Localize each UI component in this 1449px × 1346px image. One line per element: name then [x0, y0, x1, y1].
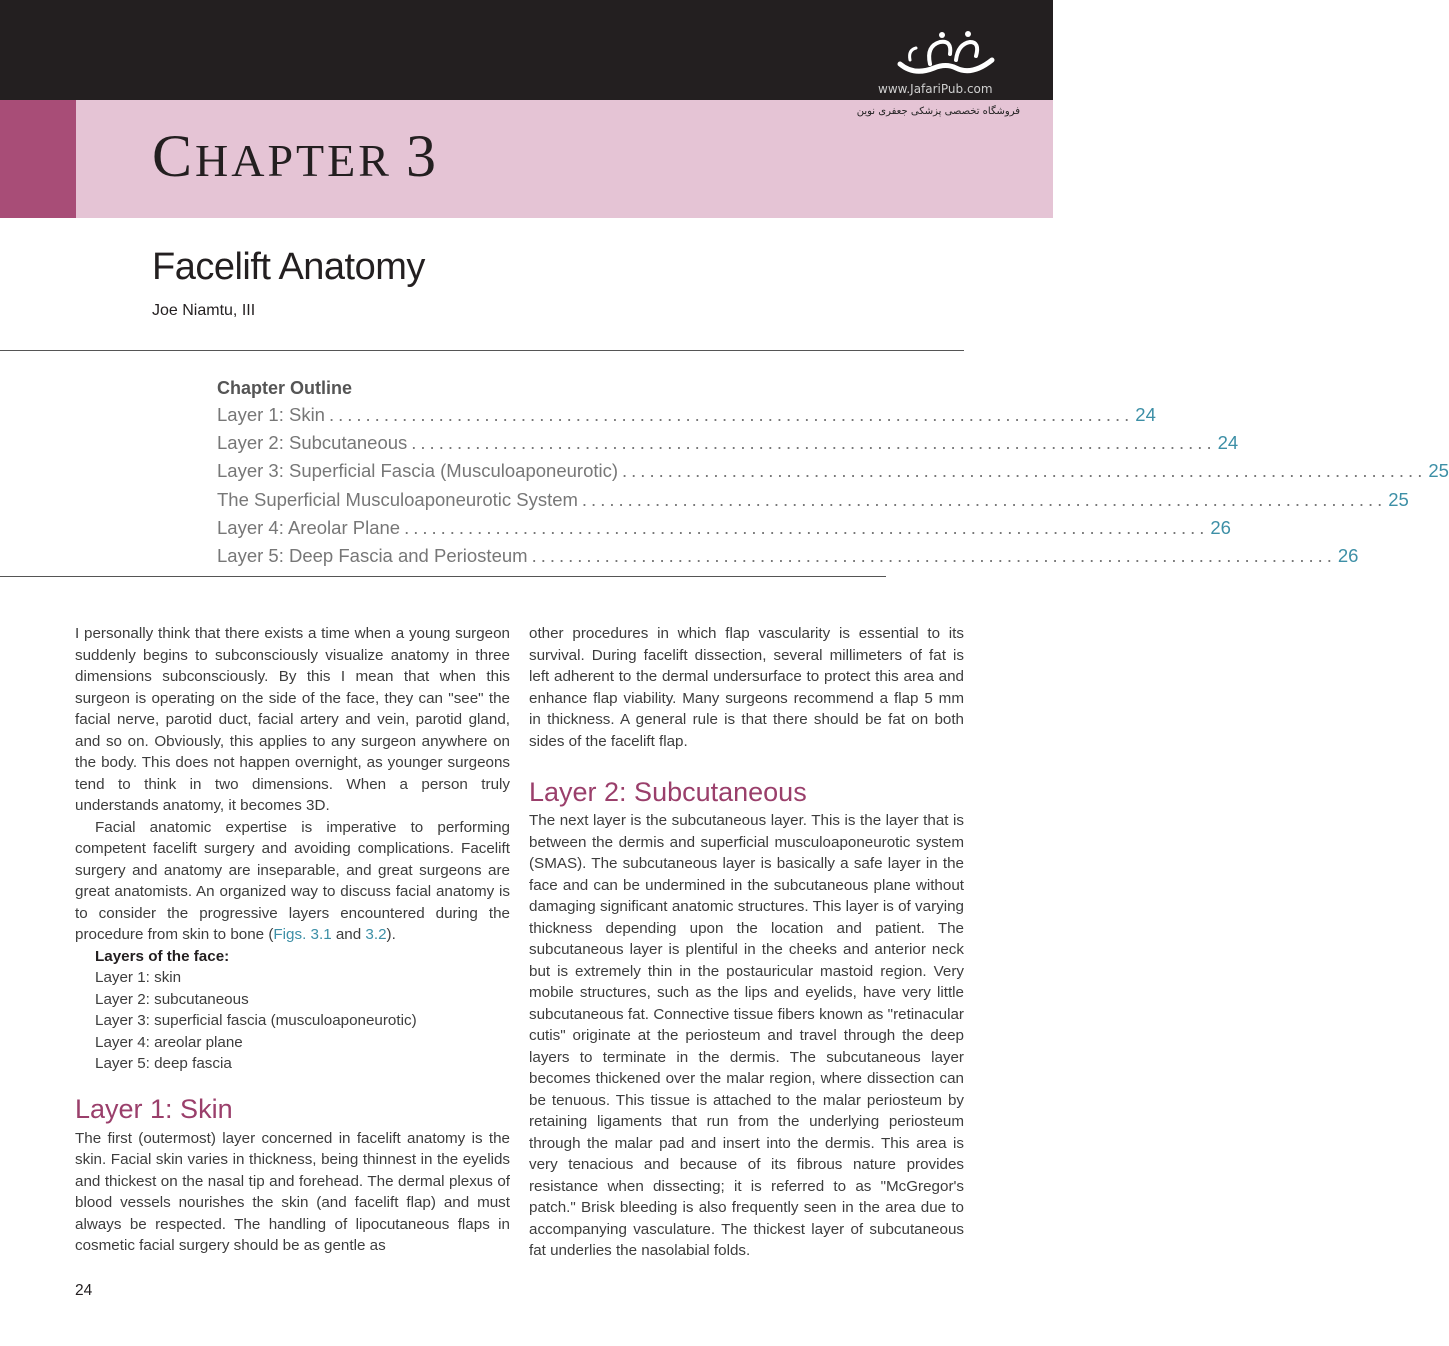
layer-list-item: Layer 5: deep fascia	[95, 1055, 232, 1072]
chapter-outline	[217, 376, 1449, 573]
paragraph-end: ).	[386, 926, 396, 943]
toc-item-title: Layer 3: Superficial Fascia (Musculoaponeurotic)	[217, 460, 619, 482]
toc-item-title: Layer 1: Skin	[217, 404, 325, 425]
divider-top	[0, 350, 964, 351]
toc-leader: ........................................................................................	[581, 488, 1387, 510]
toc-item-title: Layer 2: Subcutaneous	[217, 432, 408, 454]
chapter-title: Facelift Anatomy	[152, 246, 425, 288]
section-2-paragraph: The next layer is the subcutaneous layer. This is the layer that is between the dermis and superficial musculoaponeurotic system (SMAS). The subcutaneous layer is basically a safe layer in the face and can be undermined in the subcutaneous plane without damaging significant anatomic structures. This layer is of varying thickness depending upon the location and patient. The subcutaneous layer is plentiful in the cheeks and anterior neck but is extremely thin in the postauricular mastoid region. Very mobile structures, such as the lips and eyelids, have very little subcutaneous fat. Connective tissue fibers known as "retinacular cutis" originate at the periosteum and travel through the deep layers to terminate in the dermis. The subcutaneous layer becomes thickened over the malar region, where dissection can be tenuous. This tissue is attached to the malar periosteum by retaining ligaments that run from the underlying periosteum through the malar pad and insert into the dermis. This area is very tenacious and because of its fibrous nature provides resistance when dissecting; it is referred to as "McGregor's patch." Brisk bleeding is also frequently seen in the area due to accompanying vasculature. The thickest layer of subcutaneous fat underlies the nasolabial folds.	[529, 812, 964, 1259]
conjunction: and	[331, 926, 366, 943]
chapter-label	[152, 123, 439, 189]
figure-link-3-1[interactable]: Figs. 3.1	[273, 926, 332, 943]
section-1-paragraph: The first (outermost) layer concerned in facelift anatomy is the skin. Facial skin varies in thickness, being thinnest in the eyelids and thickest on the nasal tip and forehead. The dermal plexus of blood vessels nourishes the skin (and facelift flap) and must always be respected. The handling of lipocutaneous flaps in cosmetic facial surgery should be as gentle as	[75, 1129, 510, 1254]
intro-paragraph: I personally think that there exists a time when a young surgeon suddenly begins to subconsciously visualize anatomy in three dimensions subconsciously. By this I mean that when this surgeon is operating on the side of the face, they can "see" the facial nerve, parotid duct, facial artery and vein, parotid gland, and so on. Obviously, this applies to any surgeon anywhere on the body. This does not happen overnight, as younger surgeons tend to think in two dimensions. When a person truly understands anatomy, it becomes 3D.	[75, 625, 510, 814]
toc-item[interactable]	[217, 488, 1409, 517]
section-heading-layer-2: Layer 2: Subcutaneous	[529, 777, 807, 807]
continued-paragraph: other procedures in which flap vascularity is essential to its survival. During facelift dissection, several millimeters of fat is left adherent to the dermal undersurface to protect this area and enhance flap viability. Many surgeons recommend a flap 5 mm in thickness. A general rule is that there should be fat on both sides of the facelift flap.	[529, 625, 964, 750]
layer-list-item: Layer 4: areolar plane	[95, 1033, 243, 1051]
chapter-word-rest: HAPTER	[195, 135, 392, 186]
chapter-number: 3	[405, 123, 439, 189]
section-heading-layer-1: Layer 1: Skin	[75, 1093, 233, 1124]
toc-item-page[interactable]: 24	[1135, 404, 1156, 425]
calligraphy-logo-icon	[896, 30, 996, 82]
right-column	[529, 623, 964, 1262]
toc-item[interactable]	[217, 404, 1156, 432]
toc-item-page[interactable]: 25	[1428, 460, 1449, 482]
toc-item-page[interactable]: 26	[1210, 516, 1231, 538]
chapter-band-accent	[0, 100, 76, 218]
outline-heading: Chapter Outline	[217, 378, 353, 398]
toc-leader: ........................................................................................	[531, 544, 1336, 566]
page-number: 24	[75, 1282, 93, 1299]
toc-leader: ........................................................................................	[404, 516, 1209, 538]
second-paragraph	[75, 817, 510, 946]
layers-heading: Layers of the face:	[95, 947, 230, 965]
divider-bottom	[0, 576, 886, 577]
logo-persian-text: فروشگاه تخصصی پزشکی جعفری نوین	[856, 106, 1020, 117]
left-column	[75, 623, 510, 1257]
toc-item[interactable]	[217, 516, 1231, 545]
toc-item[interactable]	[217, 460, 1449, 488]
logo-url: www.JafariPub.com	[878, 82, 993, 96]
toc-item-title: The Superficial Musculoaponeurotic System	[217, 488, 578, 510]
toc-item[interactable]	[217, 544, 1359, 573]
toc-item[interactable]	[217, 432, 1239, 460]
chapter-word-initial: C	[152, 123, 196, 189]
toc-item-page[interactable]: 24	[1217, 432, 1239, 454]
second-paragraph-text: Facial anatomic expertise is imperative to performing competent facelift surgery and avoiding complications. Facelift surgery and anatomy are inseparable, and great surgeons are great anatomists. An organized way to discuss facial anatomy is to consider the progressive layers encountered during the procedure from skin to bone (	[75, 818, 510, 943]
toc-leader: ........................................................................................	[411, 432, 1216, 454]
author: Joe Niamtu, III	[152, 302, 256, 319]
toc-leader: ........................................................................................	[622, 460, 1427, 482]
figure-link-3-2[interactable]: 3.2	[365, 926, 387, 943]
layer-list-item: Layer 3: superficial fascia (musculoaponeurotic)	[95, 1012, 417, 1029]
layer-list-item: Layer 2: subcutaneous	[95, 990, 249, 1008]
layer-list-item: Layer 1: skin	[95, 969, 182, 986]
toc-item-page[interactable]: 25	[1388, 488, 1409, 510]
toc-item-title: Layer 4: Areolar Plane	[217, 516, 401, 538]
toc-item-title: Layer 5: Deep Fascia and Periosteum	[217, 544, 528, 566]
publisher-logo	[856, 30, 1022, 120]
toc-leader: ........................................................................................	[328, 404, 1134, 425]
toc-item-page[interactable]: 26	[1337, 544, 1359, 566]
